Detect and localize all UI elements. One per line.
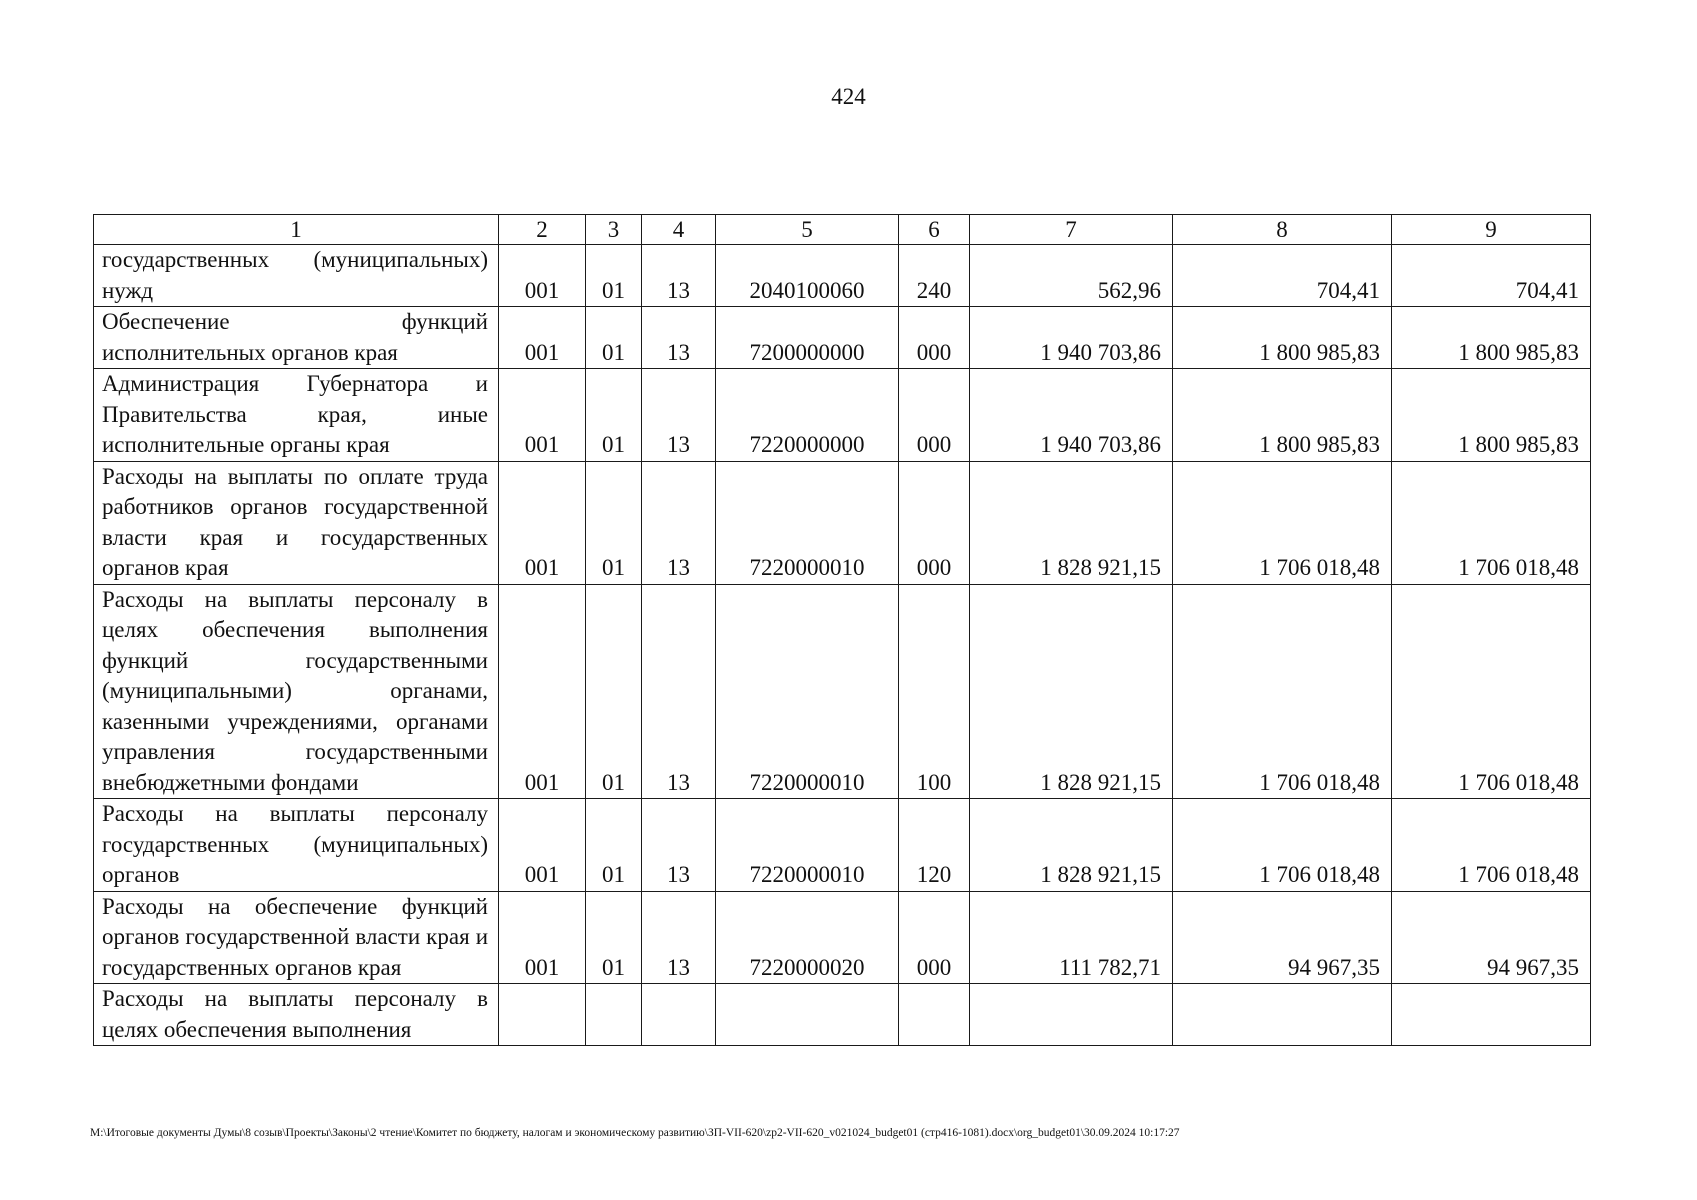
- cell-col3: [586, 984, 642, 1046]
- cell-col7: [970, 984, 1173, 1046]
- cell-col2: 001: [499, 584, 586, 799]
- cell-col5: 7220000010: [716, 584, 899, 799]
- cell-col9: [1392, 984, 1591, 1046]
- cell-col7: 1 828 921,15: [970, 799, 1173, 892]
- cell-col9: 94 967,35: [1392, 891, 1591, 984]
- cell-col3: 01: [586, 584, 642, 799]
- cell-col7: 1 828 921,15: [970, 461, 1173, 584]
- cell-col7: 111 782,71: [970, 891, 1173, 984]
- cell-col3: 01: [586, 245, 642, 307]
- cell-col2: 001: [499, 369, 586, 462]
- cell-col2: 001: [499, 891, 586, 984]
- cell-col6: 000: [899, 307, 970, 369]
- cell-col5: 7220000010: [716, 461, 899, 584]
- cell-col8: 704,41: [1173, 245, 1392, 307]
- cell-col9: 1 800 985,83: [1392, 369, 1591, 462]
- header-row: [94, 215, 1591, 245]
- cell-col3: 01: [586, 891, 642, 984]
- cell-col8: [1173, 984, 1392, 1046]
- cell-col8: 1 706 018,48: [1173, 799, 1392, 892]
- row-name: государственных (муниципальных) нужд: [94, 245, 499, 307]
- cell-col4: 13: [642, 461, 716, 584]
- column-header: 9: [1392, 215, 1591, 245]
- column-header: 2: [499, 215, 586, 245]
- cell-col9: 1 706 018,48: [1392, 799, 1591, 892]
- cell-col9: 1 706 018,48: [1392, 584, 1591, 799]
- cell-col5: 7200000000: [716, 307, 899, 369]
- row-name: Расходы на выплаты персоналу государственных (муниципальных) органов: [94, 799, 499, 892]
- cell-col6: 000: [899, 369, 970, 462]
- cell-col8: 1 706 018,48: [1173, 584, 1392, 799]
- column-header: 4: [642, 215, 716, 245]
- cell-col3: 01: [586, 307, 642, 369]
- cell-col3: 01: [586, 799, 642, 892]
- cell-col5: 7220000000: [716, 369, 899, 462]
- table-row: [94, 369, 1591, 462]
- cell-col4: 13: [642, 307, 716, 369]
- cell-col6: [899, 984, 970, 1046]
- cell-col8: 1 800 985,83: [1173, 307, 1392, 369]
- cell-col9: 704,41: [1392, 245, 1591, 307]
- cell-col3: 01: [586, 369, 642, 462]
- table-row: [94, 984, 1591, 1046]
- cell-col8: 1 800 985,83: [1173, 369, 1392, 462]
- cell-col4: 13: [642, 245, 716, 307]
- cell-col4: 13: [642, 584, 716, 799]
- budget-table: [93, 214, 1591, 1046]
- cell-col6: 000: [899, 461, 970, 584]
- cell-col7: 1 828 921,15: [970, 584, 1173, 799]
- cell-col2: [499, 984, 586, 1046]
- cell-col4: 13: [642, 891, 716, 984]
- cell-col5: 2040100060: [716, 245, 899, 307]
- cell-col5: 7220000010: [716, 799, 899, 892]
- cell-col4: 13: [642, 799, 716, 892]
- row-name: Администрация Губернатора и Правительства края, иные исполнительные органы края: [94, 369, 499, 462]
- column-header: 3: [586, 215, 642, 245]
- column-header: 8: [1173, 215, 1392, 245]
- cell-col7: 562,96: [970, 245, 1173, 307]
- cell-col8: 1 706 018,48: [1173, 461, 1392, 584]
- column-header: 5: [716, 215, 899, 245]
- table-row: [94, 891, 1591, 984]
- cell-col2: 001: [499, 799, 586, 892]
- page-number: 424: [831, 84, 866, 109]
- cell-col9: 1 800 985,83: [1392, 307, 1591, 369]
- column-header: 6: [899, 215, 970, 245]
- cell-col6: 120: [899, 799, 970, 892]
- cell-col2: 001: [499, 461, 586, 584]
- cell-col5: 7220000020: [716, 891, 899, 984]
- cell-col6: 000: [899, 891, 970, 984]
- cell-col4: 13: [642, 369, 716, 462]
- cell-col6: 240: [899, 245, 970, 307]
- column-header: 7: [970, 215, 1173, 245]
- cell-col4: [642, 984, 716, 1046]
- row-name: Расходы на выплаты по оплате труда работников органов государственной власти края и государственных органов края: [94, 461, 499, 584]
- row-name: Расходы на выплаты персоналу в целях обеспечения выполнения функций государственными (муниципальными) органами, казенными учреждениями, органами управления государственными внебюджетными фондами: [94, 584, 499, 799]
- cell-col3: 01: [586, 461, 642, 584]
- cell-col7: 1 940 703,86: [970, 307, 1173, 369]
- table-row: [94, 799, 1591, 892]
- row-name: Расходы на выплаты персоналу в целях обеспечения выполнения: [94, 984, 499, 1046]
- cell-col9: 1 706 018,48: [1392, 461, 1591, 584]
- cell-col6: 100: [899, 584, 970, 799]
- table-row: [94, 307, 1591, 369]
- row-name: Расходы на обеспечение функций органов государственной власти края и государственных органов края: [94, 891, 499, 984]
- cell-col7: 1 940 703,86: [970, 369, 1173, 462]
- cell-col5: [716, 984, 899, 1046]
- table-row: [94, 461, 1591, 584]
- cell-col8: 94 967,35: [1173, 891, 1392, 984]
- column-header: 1: [94, 215, 499, 245]
- table-row: [94, 584, 1591, 799]
- cell-col2: 001: [499, 307, 586, 369]
- footer-file-path: M:\Итоговые документы Думы\8 созыв\Проекты\Законы\2 чтение\Комитет по бюджету, налогам и экономическому развитию\ЗП-VII-620\zp2-VII-620_v021024_budget01 (стр416-1081).docx\org_budget01\30.09.2024 10:17:27: [90, 1127, 1180, 1139]
- cell-col2: 001: [499, 245, 586, 307]
- table-row: [94, 245, 1591, 307]
- row-name: Обеспечение функций исполнительных органов края: [94, 307, 499, 369]
